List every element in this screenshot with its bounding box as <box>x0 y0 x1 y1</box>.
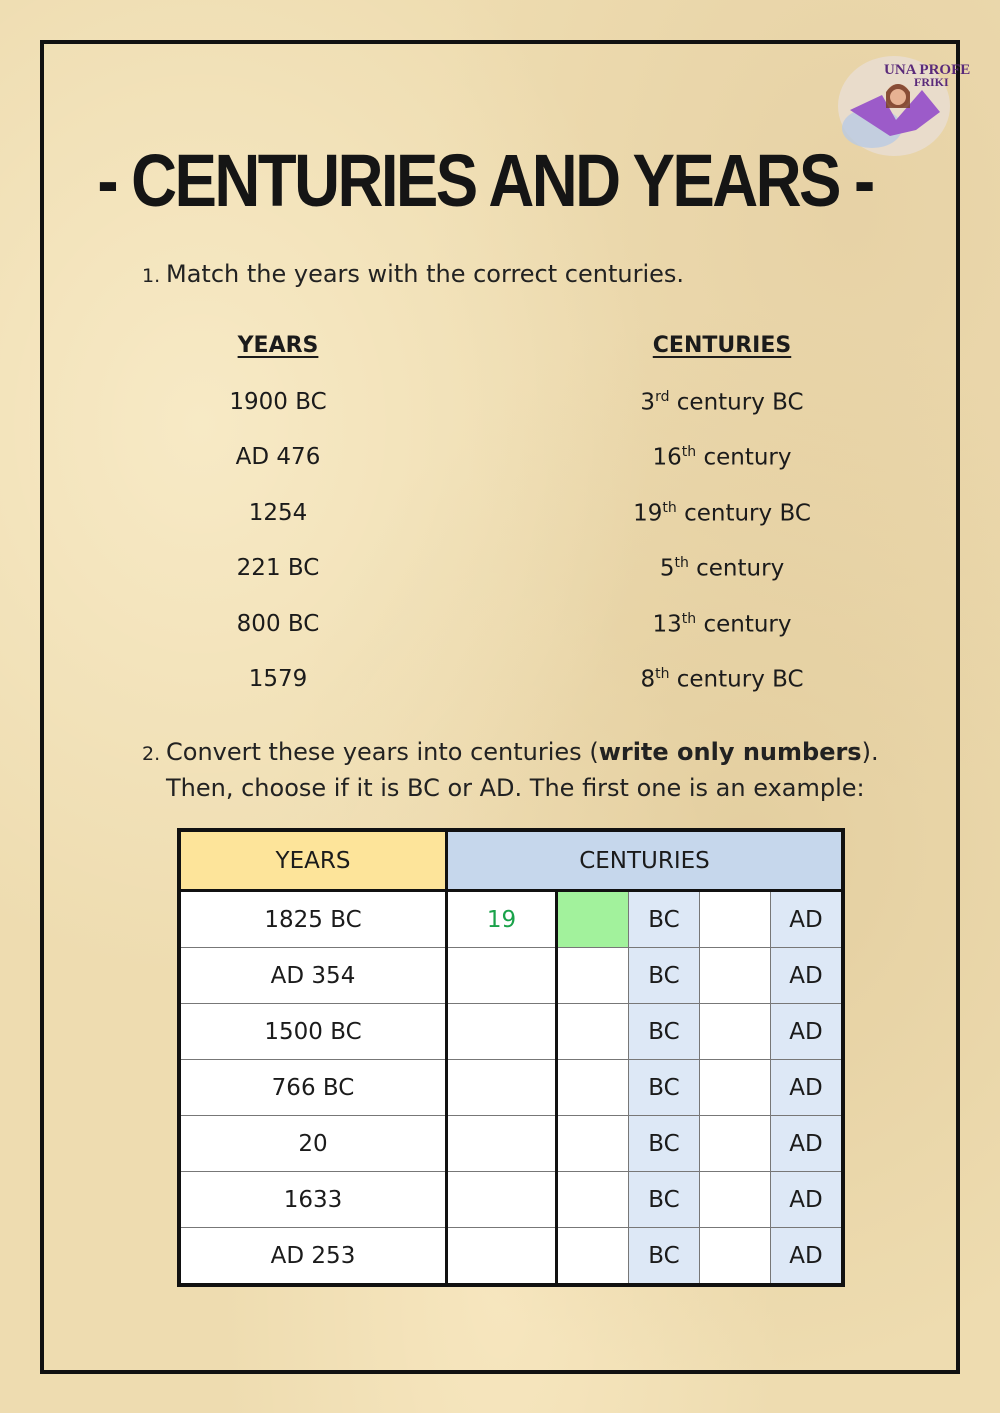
century-suffix: th <box>681 444 697 460</box>
century-number: 5 <box>659 555 675 582</box>
bc-option[interactable]: BC <box>629 891 700 948</box>
table-row <box>179 1228 843 1286</box>
match-year-item: 800 BC <box>236 611 320 637</box>
century-number: 8 <box>640 666 656 693</box>
match-year-item: 221 BC <box>236 555 320 581</box>
match-year-item: 1579 <box>248 666 308 692</box>
table-centuries-header: CENTURIES <box>447 830 844 891</box>
bc-option[interactable]: BC <box>629 1116 700 1172</box>
question-2-text-a: Convert these years into centuries ( <box>166 738 599 766</box>
bc-option[interactable]: BC <box>629 1228 700 1286</box>
century-answer-input[interactable] <box>447 1004 557 1060</box>
century-number: 3 <box>640 389 656 416</box>
century-text: century BC <box>676 500 811 527</box>
century-suffix: th <box>674 555 689 571</box>
ad-option[interactable]: AD <box>771 1060 844 1116</box>
match-century-item <box>572 666 872 693</box>
bc-option[interactable]: BC <box>629 1004 700 1060</box>
bc-select-box[interactable] <box>557 1228 629 1286</box>
match-century-item <box>572 555 872 582</box>
ad-select-box[interactable] <box>700 1060 771 1116</box>
bc-select-box[interactable] <box>557 1172 629 1228</box>
century-answer-input[interactable] <box>447 1060 557 1116</box>
ad-select-box[interactable] <box>700 948 771 1004</box>
bc-select-box[interactable] <box>557 1116 629 1172</box>
question-1-number: 1. <box>142 265 161 287</box>
century-answer-input[interactable]: 19 <box>447 891 557 948</box>
question-2-line2: Then, choose if it is BC or AD. The first one is an example: <box>166 774 865 802</box>
century-text: century <box>696 444 792 471</box>
svg-text:UNA PROFE: UNA PROFE <box>884 62 971 78</box>
table-row <box>179 1004 843 1060</box>
century-number: 16 <box>652 444 682 471</box>
year-cell: AD 253 <box>179 1228 447 1286</box>
question-2-bold: write only numbers <box>598 738 862 766</box>
ad-option[interactable]: AD <box>771 891 844 948</box>
bc-select-box[interactable] <box>557 948 629 1004</box>
question-2-number: 2. <box>142 743 161 765</box>
match-year-item: 1900 BC <box>229 389 327 415</box>
table-row <box>179 891 843 948</box>
ad-option[interactable]: AD <box>771 1116 844 1172</box>
century-answer-input[interactable] <box>447 1116 557 1172</box>
century-answer-input[interactable] <box>447 1172 557 1228</box>
bc-option[interactable]: BC <box>629 1060 700 1116</box>
ad-select-box[interactable] <box>700 1172 771 1228</box>
bc-select-box[interactable] <box>557 1060 629 1116</box>
ad-option[interactable]: AD <box>771 1004 844 1060</box>
century-text: century BC <box>669 666 804 693</box>
ad-select-box[interactable] <box>700 1116 771 1172</box>
table-years-header: YEARS <box>179 830 447 891</box>
match-year-item: AD 476 <box>235 444 321 470</box>
match-century-item <box>572 389 872 416</box>
century-answer-input[interactable] <box>447 1228 557 1286</box>
match-century-item <box>572 611 872 638</box>
match-century-item <box>572 444 872 471</box>
year-cell: 1633 <box>179 1172 447 1228</box>
match-year-item: 1254 <box>248 500 308 526</box>
match-century-item <box>572 500 872 527</box>
ad-option[interactable]: AD <box>771 1172 844 1228</box>
table-row <box>179 1116 843 1172</box>
match-years-header: YEARS <box>237 333 319 358</box>
ad-select-box[interactable] <box>700 1004 771 1060</box>
century-suffix: th <box>655 666 670 682</box>
year-cell: 1500 BC <box>179 1004 447 1060</box>
conversion-table <box>177 828 845 1287</box>
year-cell: AD 354 <box>179 948 447 1004</box>
century-suffix: th <box>681 611 697 627</box>
question-2 <box>142 735 879 805</box>
table-row <box>179 1060 843 1116</box>
ad-option[interactable]: AD <box>771 948 844 1004</box>
century-number: 13 <box>652 611 682 638</box>
ad-select-box[interactable] <box>700 1228 771 1286</box>
century-text: century <box>696 611 792 638</box>
match-centuries-header: CENTURIES <box>652 333 792 358</box>
century-suffix: th <box>662 500 677 516</box>
bc-option[interactable]: BC <box>629 1172 700 1228</box>
question-2-text-b: ). <box>861 738 879 766</box>
ad-select-box[interactable] <box>700 891 771 948</box>
question-1 <box>142 260 684 288</box>
century-number: 19 <box>633 500 663 527</box>
year-cell: 766 BC <box>179 1060 447 1116</box>
bc-option[interactable]: BC <box>629 948 700 1004</box>
table-row <box>179 948 843 1004</box>
year-cell: 1825 BC <box>179 891 447 948</box>
century-suffix: rd <box>655 389 670 405</box>
svg-text:FRIKI: FRIKI <box>914 75 949 89</box>
century-text: century BC <box>669 389 804 416</box>
ad-option[interactable]: AD <box>771 1228 844 1286</box>
table-row <box>179 1172 843 1228</box>
bc-select-box[interactable] <box>557 891 629 948</box>
century-answer-input[interactable] <box>447 948 557 1004</box>
question-1-text: Match the years with the correct centuries. <box>166 260 685 288</box>
page-title: - CENTURIES AND YEARS - <box>97 139 873 222</box>
year-cell: 20 <box>179 1116 447 1172</box>
century-text: century <box>688 555 785 582</box>
bc-select-box[interactable] <box>557 1004 629 1060</box>
